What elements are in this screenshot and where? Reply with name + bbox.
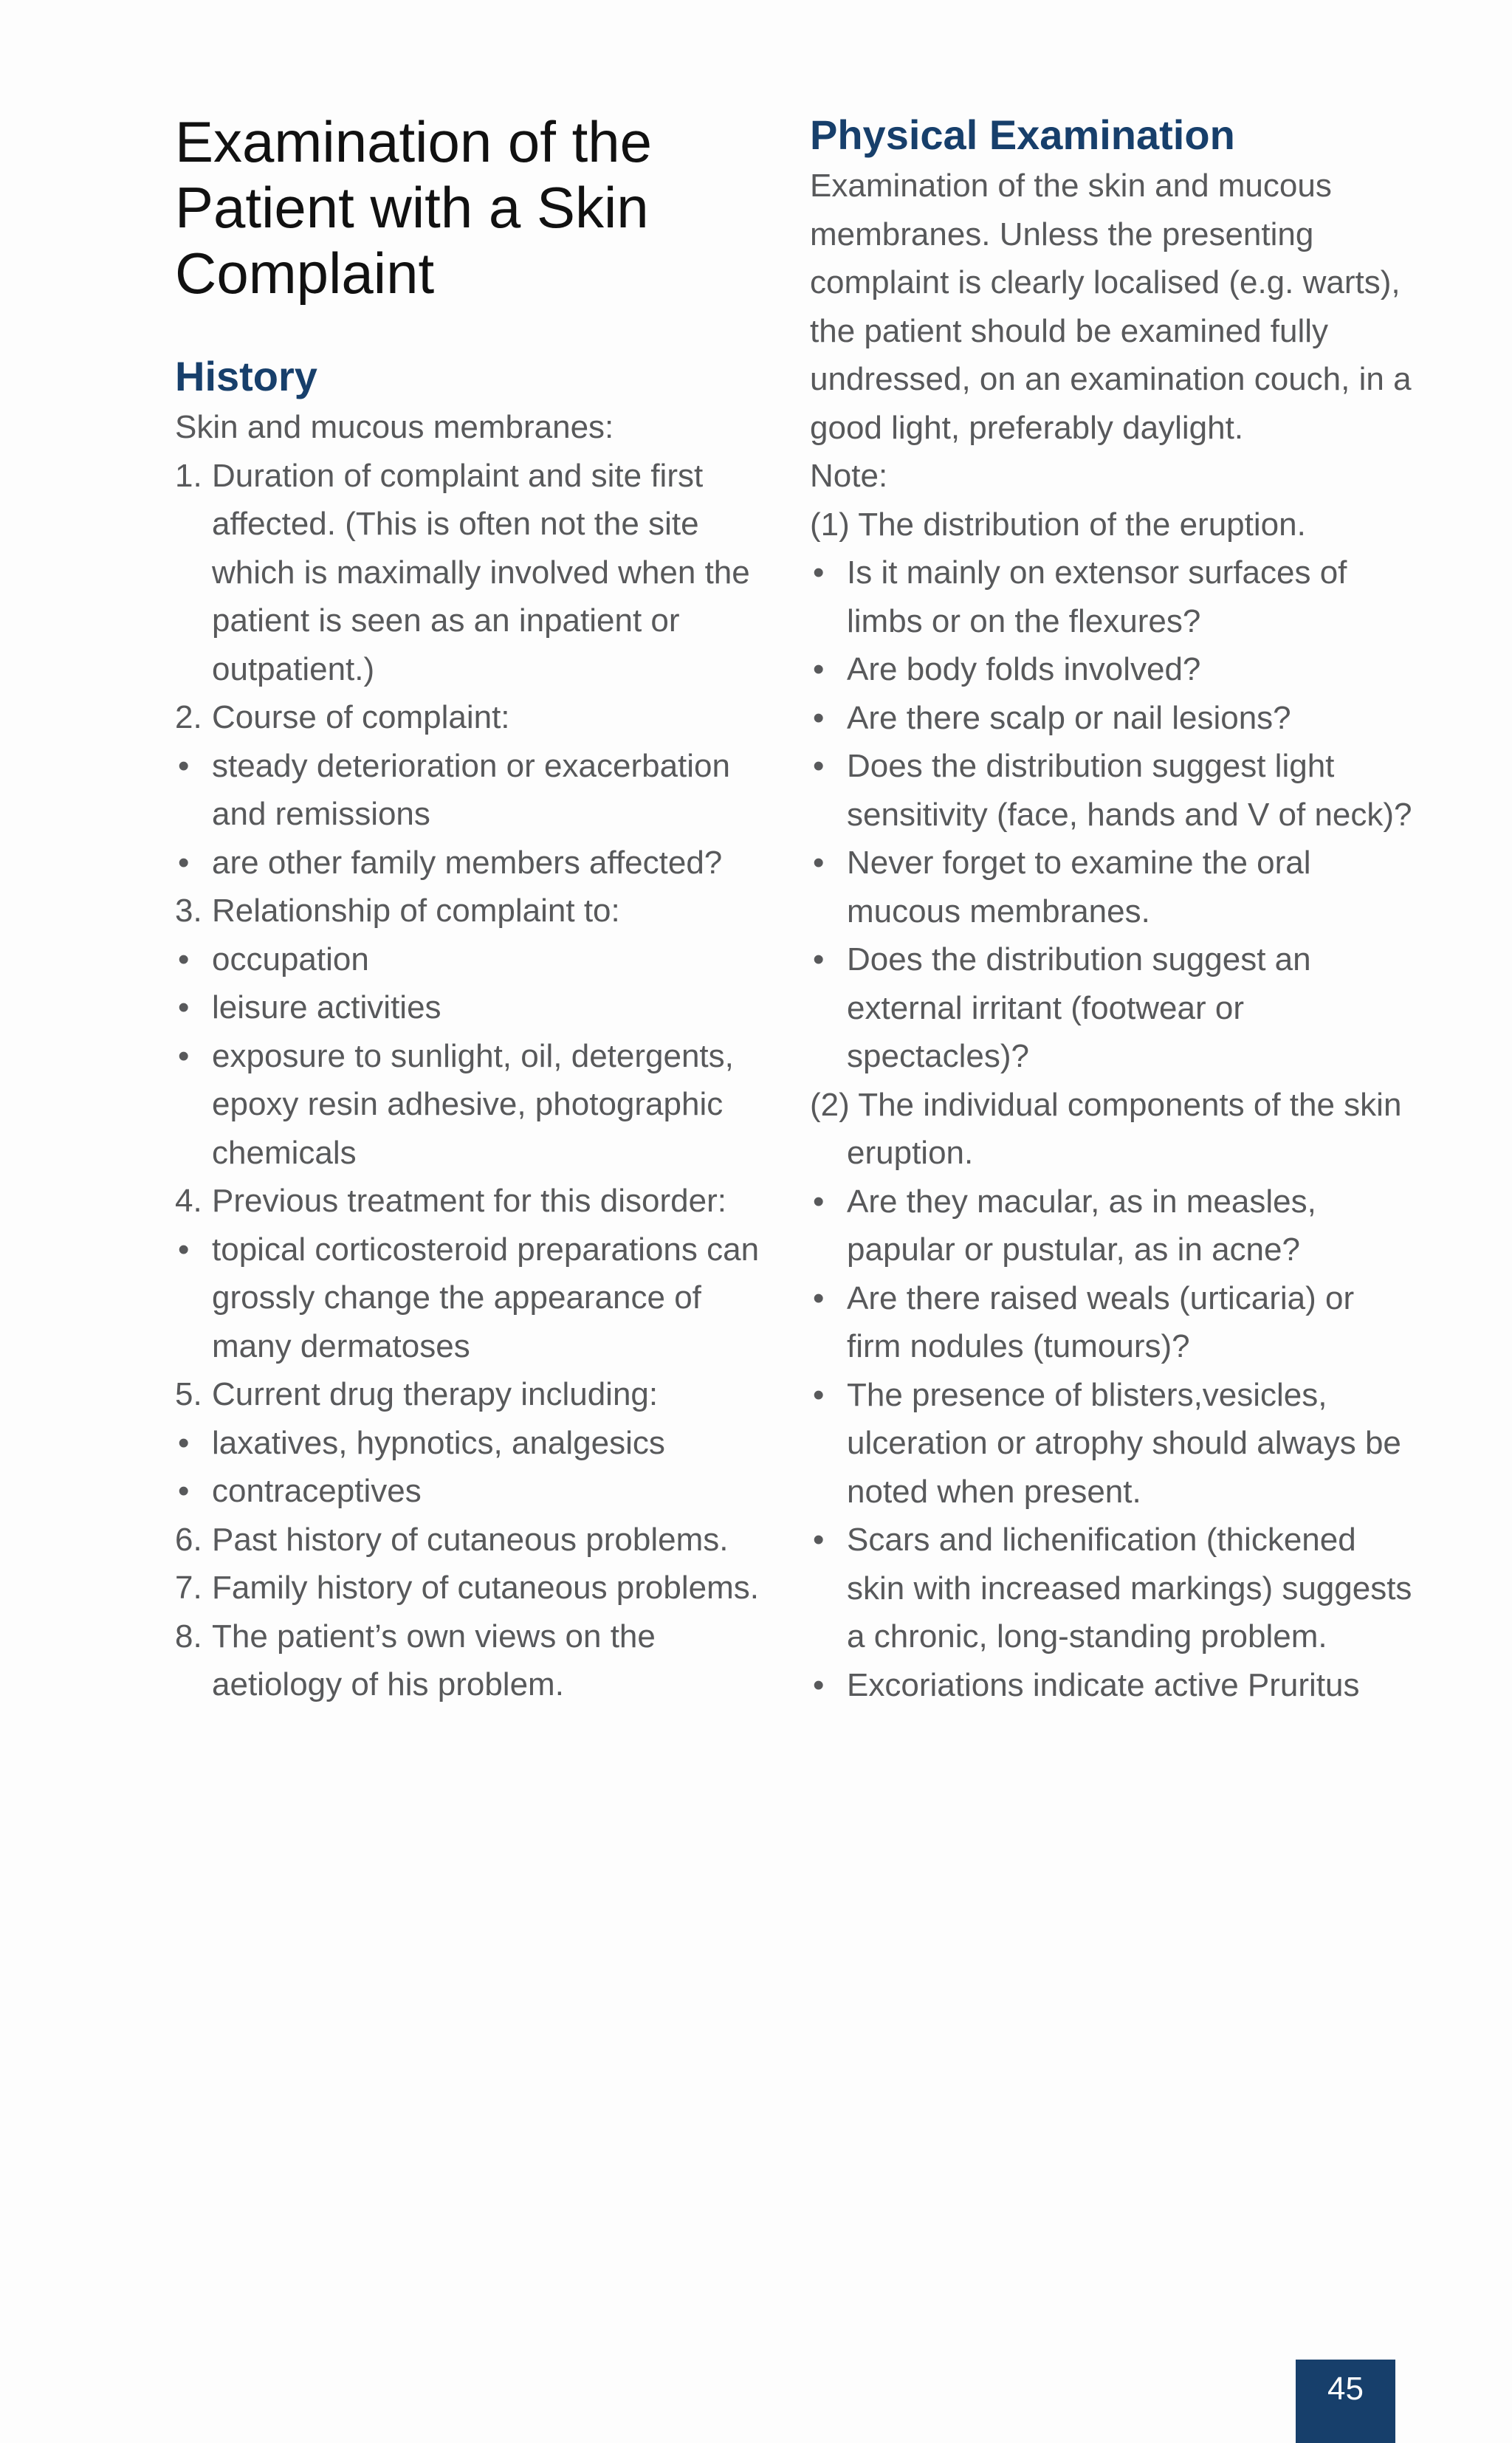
- section-label: (1) The distribution of the eruption.: [810, 506, 1306, 543]
- item-text: contraceptives: [212, 1473, 422, 1509]
- bullet-item: [810, 1274, 1415, 1371]
- bullet-icon: [810, 1274, 847, 1371]
- bullet-icon: [810, 1516, 847, 1661]
- item-text: Are there scalp or nail lesions?: [847, 699, 1291, 736]
- item-number: 4.: [175, 1183, 202, 1219]
- item-text: exposure to sunlight, oil, detergents, epoxy resin adhesive, photographic chemicals: [212, 1037, 734, 1171]
- item-text: laxatives, hypnotics, analgesics: [212, 1424, 665, 1461]
- item-text: Scars and lichenification (thickened skin with increased markings) suggests a chronic, long-standing problem.: [847, 1522, 1412, 1655]
- numbered-item: [175, 452, 766, 694]
- item-text: Are they macular, as in measles, papular or pustular, as in acne?: [847, 1183, 1316, 1268]
- item-text: Does the distribution suggest an external irritant (footwear or spectacles)?: [847, 941, 1311, 1074]
- item-number: 3.: [175, 893, 202, 929]
- item-text: steady deterioration or exacerbation and remissions: [212, 747, 730, 832]
- item-text: leisure activities: [212, 989, 441, 1025]
- history-intro: Skin and mucous membranes:: [175, 409, 614, 445]
- numbered-item: [175, 1564, 766, 1612]
- bullet-icon: [810, 1661, 847, 1710]
- bullet-icon: [175, 742, 212, 839]
- bullet-item: [810, 645, 1415, 694]
- bullet-icon: [810, 935, 847, 1081]
- bullet-icon: [810, 694, 847, 743]
- bullet-icon: [810, 742, 847, 839]
- item-number: 8.: [175, 1618, 202, 1655]
- item-text: Previous treatment for this disorder:: [212, 1183, 726, 1219]
- item-text: topical corticosteroid preparations can grossly change the appearance of many dermatoses: [212, 1231, 760, 1364]
- bullet-icon: [810, 1371, 847, 1516]
- bullet-icon: [810, 645, 847, 694]
- item-text: Past history of cutaneous problems.: [212, 1521, 729, 1558]
- item-text: Is it mainly on extensor surfaces of limbs or on the flexures?: [847, 554, 1347, 639]
- bullet-icon: [175, 935, 212, 984]
- numbered-item: [175, 887, 766, 935]
- item-text: Current drug therapy including:: [212, 1376, 659, 1412]
- numbered-item: [175, 1516, 766, 1564]
- history-body: [175, 403, 766, 1709]
- page-title: Examination of the Patient with a Skin Complaint: [175, 109, 653, 306]
- item-text: Relationship of complaint to:: [212, 893, 620, 929]
- bullet-item: [810, 839, 1415, 935]
- bullet-item: [175, 935, 766, 984]
- bullet-item: [175, 1226, 766, 1371]
- item-text: Course of complaint:: [212, 699, 510, 735]
- physical-sections: [810, 501, 1415, 1710]
- bullet-item: [175, 1467, 766, 1516]
- bullet-item: [810, 935, 1415, 1081]
- physical-body: [810, 162, 1415, 1709]
- bullet-icon: [175, 839, 212, 887]
- item-number: 1.: [175, 457, 202, 494]
- bullet-item: [810, 1371, 1415, 1516]
- history-heading: History: [175, 353, 317, 399]
- bullet-icon: [810, 549, 847, 645]
- bullet-item: [175, 742, 766, 839]
- numbered-item: [175, 693, 766, 742]
- item-text: The presence of blisters,vesicles, ulceration or atrophy should always be noted when present.: [847, 1376, 1401, 1510]
- item-text: Family history of cutaneous problems.: [212, 1570, 759, 1606]
- physical-intro: Examination of the skin and mucous membranes. Unless the presenting complaint is clearly localised (e.g. warts), the patient should be examined fully undressed, on an examination couch, in a good light, preferably daylight.: [810, 168, 1412, 446]
- bullet-item: [810, 694, 1415, 743]
- item-number: 5.: [175, 1376, 202, 1412]
- page-number: 45: [1296, 2360, 1395, 2443]
- item-text: Duration of complaint and site first affected. (This is often not the site which is maximally involved when the patient is seen as an inpatient or outpatient.): [212, 457, 750, 687]
- bullet-item: [175, 983, 766, 1032]
- bullet-icon: [175, 1419, 212, 1468]
- bullet-item: [175, 1419, 766, 1468]
- bullet-icon: [175, 983, 212, 1032]
- numbered-item: [175, 1612, 766, 1709]
- item-text: Are body folds involved?: [847, 651, 1201, 687]
- numbered-item: [175, 1177, 766, 1226]
- bullet-item: [175, 1032, 766, 1178]
- physical-examination-heading: Physical Examination: [810, 111, 1235, 158]
- item-text: Does the distribution suggest light sensitivity (face, hands and V of neck)?: [847, 748, 1412, 833]
- note-label: Note:: [810, 458, 888, 494]
- bullet-item: [175, 839, 766, 887]
- section-label: (2) The individual components of the skin eruption.: [810, 1086, 1402, 1171]
- item-number: 2.: [175, 699, 202, 735]
- item-number: 6.: [175, 1521, 202, 1558]
- history-list: [175, 452, 766, 1709]
- bullet-icon: [175, 1032, 212, 1178]
- bullet-icon: [810, 839, 847, 935]
- item-number: 7.: [175, 1570, 202, 1606]
- bullet-item: [810, 1661, 1415, 1710]
- item-text: The patient’s own views on the aetiology of his problem.: [212, 1618, 656, 1702]
- bullet-item: [810, 549, 1415, 645]
- numbered-item: [175, 1370, 766, 1419]
- item-text: occupation: [212, 941, 369, 977]
- bullet-item: [810, 1178, 1415, 1274]
- bullet-icon: [175, 1467, 212, 1516]
- bullet-icon: [175, 1226, 212, 1371]
- item-text: Are there raised weals (urticaria) or firm nodules (tumours)?: [847, 1279, 1355, 1364]
- bullet-item: [810, 742, 1415, 839]
- item-text: are other family members affected?: [212, 844, 723, 881]
- item-text: Excoriations indicate active Pruritus: [847, 1666, 1360, 1703]
- bullet-icon: [810, 1178, 847, 1274]
- bullet-item: [810, 1516, 1415, 1661]
- item-text: Never forget to examine the oral mucous membranes.: [847, 845, 1311, 930]
